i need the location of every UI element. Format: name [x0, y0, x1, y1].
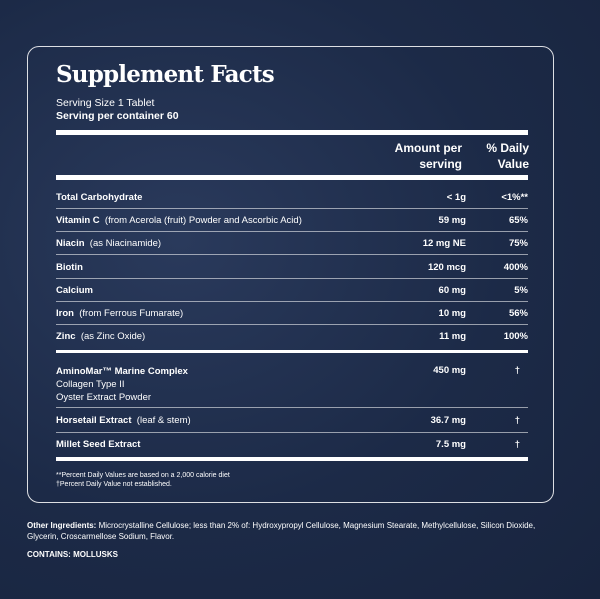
- nutrient-amount: 59 mg: [438, 215, 466, 226]
- row-divider: [56, 301, 528, 302]
- complex-sub-collagen: Collagen Type II: [56, 379, 125, 390]
- nutrient-detail: (from Ferrous Fumarate): [79, 308, 184, 319]
- nutrient-name: Horsetail Extract: [56, 415, 132, 426]
- serving-size: Serving Size 1 Tablet: [56, 97, 155, 109]
- nutrient-detail: (from Acerola (fruit) Powder and Ascorbic Acid): [104, 215, 302, 226]
- nutrient-name: Iron: [56, 308, 74, 319]
- nutrient-amount: 120 mcg: [427, 262, 466, 273]
- other-ingredients-label: Other Ingredients:: [27, 521, 97, 530]
- nutrient-dv: 5%: [514, 285, 528, 296]
- nutrient-name: Vitamin C: [56, 215, 100, 226]
- row-divider: [56, 407, 528, 408]
- thick-rule-top: [56, 130, 528, 135]
- footnote-daily-values: **Percent Daily Values are based on a 2,000 calorie diet: [56, 472, 230, 479]
- nutrient-dv: 56%: [508, 308, 528, 319]
- allergen-contains: CONTAINS: MOLLUSKS: [27, 550, 118, 559]
- nutrient-amount: < 1g: [446, 192, 466, 203]
- nutrient-amount: 7.5 mg: [435, 439, 466, 450]
- row-divider: [56, 254, 528, 255]
- nutrient-amount: 11 mg: [439, 331, 466, 342]
- complex-amount: 450 mg: [433, 365, 466, 376]
- supplement-facts-panel: [27, 46, 554, 503]
- nutrient-name: Biotin: [56, 262, 83, 273]
- serving-info: [56, 97, 179, 123]
- nutrient-dv: †: [514, 415, 520, 426]
- servings-per-container: Serving per container 60: [56, 110, 179, 122]
- complex-sub-oyster: Oyster Extract Powder: [56, 392, 152, 403]
- complex-dv: †: [514, 365, 520, 376]
- other-ingredients-text: Microcrystalline Cellulose; less than 2% of: Hydroxypropyl Cellulose, Magnesium Stearate, Methylcellulose, Silicon Dioxide, Glycerin, Croscarmellose Sodium, Flavor.: [27, 521, 536, 541]
- complex-name: AminoMar™ Marine Complex: [56, 366, 188, 377]
- nutrient-amount: 36.7 mg: [430, 415, 466, 426]
- nutrient-name: Total Carbohydrate: [56, 192, 143, 203]
- nutrient-detail: (as Niacinamide): [89, 238, 162, 249]
- row-divider: [56, 208, 528, 209]
- nutrient-dv: †: [514, 439, 520, 450]
- nutrient-name: Zinc: [56, 331, 76, 342]
- footnotes: [56, 471, 230, 489]
- nutrient-amount: 12 mg NE: [422, 238, 466, 249]
- row-divider: [56, 231, 528, 232]
- nutrient-dv: 75%: [508, 238, 528, 249]
- panel-title: Supplement Facts: [56, 61, 274, 88]
- thick-rule-middle: [56, 350, 528, 353]
- header-amount: Amount per serving: [394, 141, 462, 171]
- nutrient-detail: (leaf & stem): [136, 415, 191, 426]
- nutrient-dv: 400%: [503, 262, 528, 273]
- row-divider: [56, 432, 528, 433]
- nutrient-detail: (as Zinc Oxide): [80, 331, 146, 342]
- nutrient-dv: <1%**: [501, 192, 528, 203]
- nutrient-name: Calcium: [56, 285, 93, 296]
- row-divider: [56, 278, 528, 279]
- nutrient-name: Niacin: [56, 238, 85, 249]
- nutrient-amount: 60 mg: [438, 285, 466, 296]
- footnote-not-established: †Percent Daily Value not established.: [56, 481, 172, 488]
- header-daily-value: % Daily Value: [486, 141, 529, 171]
- nutrient-dv: 100%: [503, 331, 528, 342]
- nutrient-amount: 10 mg: [438, 308, 466, 319]
- other-ingredients: [27, 520, 547, 542]
- nutrient-name: Millet Seed Extract: [56, 439, 141, 450]
- row-divider: [56, 324, 528, 325]
- nutrient-dv: 65%: [508, 215, 528, 226]
- thick-rule-bottom: [56, 457, 528, 461]
- thick-rule-header: [56, 175, 528, 180]
